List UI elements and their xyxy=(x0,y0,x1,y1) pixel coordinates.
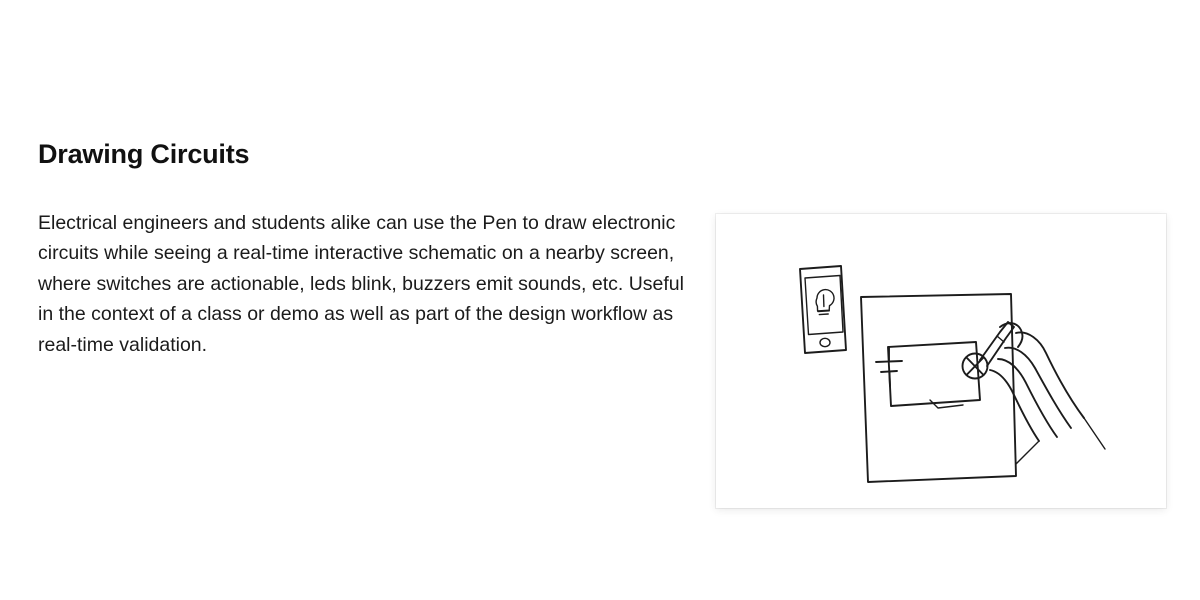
figure-card xyxy=(716,214,1166,508)
smartphone-icon xyxy=(800,266,846,353)
drawn-circuit xyxy=(876,342,988,408)
buzzer-symbol-icon xyxy=(963,354,988,379)
paper-sheet-icon xyxy=(861,294,1016,482)
page-title: Drawing Circuits xyxy=(38,139,250,169)
content-column xyxy=(38,140,698,361)
hand-icon xyxy=(990,323,1105,464)
section-body-text: Electrical engineers and students alike can use the Pen to draw electronic circuits while seeing a real-time interactive schematic on a nearby screen, where switches are actionable, leds blink, buzzers emit sounds, etc. Useful in the context of a class or demo as well as part of the design workflow as real-time validation. xyxy=(38,211,684,357)
lightbulb-icon xyxy=(816,290,834,315)
circuit-sketch-illustration xyxy=(716,214,1166,508)
